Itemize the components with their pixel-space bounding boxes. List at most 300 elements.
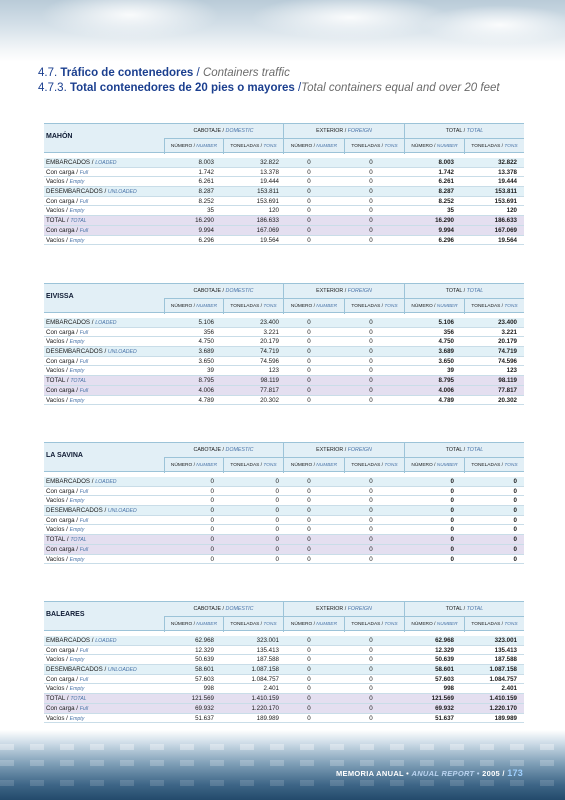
row-label-es: Con carga / [46, 675, 78, 683]
table-cell: 323.001 [494, 637, 517, 644]
table-cell: 8.003 [438, 159, 454, 166]
table-row [44, 636, 524, 646]
column-group-cabotaje-label: CABOTAJE / [193, 288, 225, 294]
table-cell: 13.378 [498, 168, 517, 176]
row-label [46, 347, 137, 357]
table-cell: 19.564 [498, 236, 517, 244]
footer-year: 2005 [482, 769, 501, 778]
table-cell: 0 [369, 545, 373, 553]
table-cell: 5.106 [438, 319, 454, 326]
column-header-toneladas [344, 139, 404, 154]
table-cell: 69.932 [195, 704, 214, 712]
table-cell: 4.006 [198, 386, 214, 394]
table-cell: 50.639 [435, 656, 454, 664]
row-label-es: EMBARCADOS / [46, 319, 94, 326]
table-cell: 6.296 [198, 236, 214, 244]
table-cell: 0 [450, 536, 454, 544]
column-header-toneladas [344, 458, 404, 473]
row-label-es: TOTAL / [46, 536, 69, 544]
column-header-toneladas [223, 139, 283, 154]
table-cell: 8.287 [198, 188, 214, 196]
table-row [44, 376, 524, 386]
row-label [46, 636, 117, 646]
table-cell: 0 [307, 226, 311, 234]
column-header-numero-label: NÚMERO / [411, 463, 436, 468]
table-cell: 5.106 [198, 319, 214, 326]
table-cell: 0 [369, 516, 373, 524]
row-label-es: Vacíos / [46, 396, 68, 404]
table-cell: 0 [307, 545, 311, 553]
row-label [46, 655, 84, 665]
table-cell: 3.689 [198, 348, 214, 356]
table-cell: 0 [369, 338, 373, 346]
row-label-en: Empty [69, 556, 85, 563]
table-cell: 4.006 [438, 386, 454, 394]
table-cell: 0 [369, 328, 373, 336]
column-group-exterior [283, 284, 404, 299]
column-header-numero-label: NÚMERO / [170, 622, 195, 627]
table-cell: 135.413 [256, 646, 279, 654]
table-cell: 0 [513, 507, 517, 515]
table-cell: 23.400 [260, 319, 279, 326]
column-header-numero-label-en: NUMBER [196, 622, 218, 627]
table-cell: 153.691 [256, 197, 279, 205]
table-cell: 189.989 [256, 714, 279, 722]
table-cell: 0 [307, 319, 311, 326]
table-cell: 1.410.159 [489, 695, 517, 703]
row-label-en: TOTAL [70, 537, 87, 544]
column-header-numero-label-en: NUMBER [436, 463, 458, 468]
subsection-subtitle: Total containers equal and over 20 feet [301, 82, 500, 94]
table-cell: 186.633 [256, 217, 279, 225]
column-header-numero-label-en: NUMBER [196, 463, 218, 468]
table-cell: 0 [369, 217, 373, 225]
table-cell: 4.789 [438, 396, 454, 404]
page-footer [336, 768, 523, 778]
table-row [44, 704, 524, 714]
table-cell: 0 [369, 377, 373, 385]
column-header-toneladas-label-en: TONS [384, 144, 398, 149]
row-label [46, 328, 88, 338]
row-label [46, 684, 84, 694]
column-header-toneladas-label-en: TONS [263, 304, 277, 309]
table-cell: 77.817 [498, 386, 517, 394]
column-header-toneladas-label-en: TONS [263, 144, 277, 149]
table-row [44, 506, 524, 516]
table-cell: 0 [369, 386, 373, 394]
table-cell: 0 [513, 516, 517, 524]
table-cell: 51.637 [435, 714, 454, 722]
column-header-toneladas-label: TONELADAS / [351, 463, 384, 468]
table-cell: 187.588 [494, 656, 517, 664]
row-label-en: Full [79, 387, 89, 394]
table-cell: 356 [203, 328, 214, 336]
table-cell: 35 [447, 207, 454, 215]
row-label [46, 516, 88, 526]
column-group-total [404, 443, 524, 458]
column-header-toneladas-label: TONELADAS / [471, 622, 504, 627]
column-header-toneladas-label: TONELADAS / [230, 622, 263, 627]
table-row [44, 197, 524, 207]
column-group-cabotaje [164, 284, 283, 299]
table-header [44, 283, 524, 313]
table-cell: 121.569 [431, 695, 454, 703]
column-group-total [404, 284, 524, 299]
table-cell: 35 [207, 207, 214, 215]
table-row [44, 496, 524, 506]
column-header-toneladas [344, 299, 404, 314]
footer-memoria: MEMORIA ANUAL • [336, 769, 410, 778]
table-row [44, 158, 524, 168]
table-cell: 69.932 [435, 704, 454, 712]
table-row [44, 525, 524, 535]
row-label-en: UNLOADED [107, 508, 137, 515]
row-label [46, 665, 137, 675]
footer-report: ANUAL REPORT • [411, 769, 480, 778]
column-header-numero-label-en: NUMBER [316, 304, 338, 309]
table-cell: 0 [369, 159, 373, 166]
row-label-es: Con carga / [46, 226, 78, 234]
table-cell: 123 [506, 367, 517, 375]
column-header-numero [404, 617, 464, 632]
table-row [44, 684, 524, 694]
table-cell: 0 [275, 545, 279, 553]
table-cell: 0 [275, 487, 279, 495]
table-cell: 98.119 [498, 377, 517, 385]
section-separator: / [196, 67, 200, 79]
row-label [46, 646, 88, 656]
table-row [44, 535, 524, 545]
column-group-exterior [283, 443, 404, 458]
table-cell: 20.302 [260, 396, 279, 404]
row-label-en: Empty [69, 339, 85, 346]
row-label-en: Empty [69, 237, 85, 244]
section-subtitle: Containers traffic [202, 67, 290, 79]
column-group-exterior-label-en: FOREIGN [347, 128, 372, 134]
table-cell: 0 [307, 666, 311, 674]
column-header-toneladas-label: TONELADAS / [230, 304, 263, 309]
table-cell: 6.261 [438, 178, 454, 186]
row-label [46, 704, 88, 714]
table-cell: 0 [369, 637, 373, 644]
table-row [44, 177, 524, 187]
row-label-en: TOTAL [70, 378, 87, 385]
column-group-cabotaje-label: CABOTAJE / [193, 606, 225, 612]
row-label-es: Vacíos / [46, 338, 68, 346]
column-group-total-label-en: TOTAL [466, 128, 484, 134]
port-table [44, 283, 524, 404]
section-number: 4.7. [38, 67, 58, 79]
table-cell: 39 [207, 367, 214, 375]
table-cell: 0 [210, 536, 214, 544]
port-table [44, 442, 524, 563]
table-cell: 1.087.158 [251, 666, 279, 674]
table-cell: 98.119 [260, 377, 279, 385]
table-cell: 2.401 [263, 685, 279, 693]
column-group-cabotaje-label: CABOTAJE / [193, 447, 225, 453]
row-label-es: TOTAL / [46, 377, 69, 385]
table-cell: 1.220.170 [489, 704, 517, 712]
sea-background [0, 730, 565, 800]
row-label-en: UNLOADED [107, 349, 137, 356]
table-row [44, 646, 524, 656]
row-label-es: Vacíos / [46, 367, 68, 375]
table-cell: 50.639 [195, 656, 214, 664]
table-cell: 0 [369, 478, 373, 485]
table-cell: 0 [450, 516, 454, 524]
table-cell: 0 [307, 507, 311, 515]
row-label-en: Full [79, 329, 89, 336]
column-header-numero-label-en: NUMBER [436, 144, 458, 149]
table-body [44, 318, 524, 405]
table-cell: 23.400 [498, 319, 517, 326]
port-name: LA SAVINA [46, 452, 83, 459]
section-heading [38, 67, 290, 79]
port-name: MAHÓN [46, 133, 73, 140]
column-header-toneladas-label: TONELADAS / [351, 144, 384, 149]
table-cell: 0 [210, 507, 214, 515]
table-cell: 0 [307, 396, 311, 404]
table-cell: 8.003 [198, 159, 214, 166]
column-header-numero-label: NÚMERO / [290, 622, 315, 627]
column-header-toneladas [464, 139, 524, 154]
table-header [44, 601, 524, 631]
table-row [44, 477, 524, 487]
column-header-numero [283, 139, 344, 154]
table-cell: 153.691 [494, 197, 517, 205]
row-label-es: Con carga / [46, 516, 78, 524]
row-label-en: LOADED [95, 638, 117, 644]
table-row [44, 236, 524, 246]
table-cell: 0 [307, 377, 311, 385]
table-cell: 19.444 [260, 178, 279, 186]
table-row [44, 545, 524, 555]
table-cell: 0 [275, 507, 279, 515]
table-cell: 0 [450, 555, 454, 563]
row-label-es: Vacíos / [46, 555, 68, 563]
table-cell: 8.795 [198, 377, 214, 385]
table-cell: 0 [450, 507, 454, 515]
port-table [44, 601, 524, 722]
table-row [44, 555, 524, 565]
column-header-numero-label: NÚMERO / [290, 304, 315, 309]
table-cell: 0 [369, 226, 373, 234]
table-cell: 0 [369, 507, 373, 515]
column-header-numero [164, 299, 223, 314]
table-cell: 62.968 [435, 637, 454, 644]
column-header-toneladas-label: TONELADAS / [471, 144, 504, 149]
table-cell: 0 [369, 536, 373, 544]
column-header-numero [283, 617, 344, 632]
table-cell: 0 [210, 555, 214, 563]
table-cell: 0 [369, 319, 373, 326]
column-group-total-label-en: TOTAL [466, 606, 484, 612]
table-cell: 0 [307, 197, 311, 205]
row-label [46, 168, 88, 178]
table-cell: 1.220.170 [251, 704, 279, 712]
table-cell: 1.742 [438, 168, 454, 176]
table-cell: 0 [369, 704, 373, 712]
row-label [46, 236, 84, 246]
table-cell: 74.596 [260, 357, 279, 365]
row-label-es: Vacíos / [46, 685, 68, 693]
row-label-en: Empty [69, 498, 85, 505]
column-header-toneladas [223, 617, 283, 632]
column-group-exterior-label-en: FOREIGN [347, 288, 372, 294]
table-cell: 0 [210, 526, 214, 534]
column-group-total-label: TOTAL / [445, 288, 466, 294]
row-label-es: TOTAL / [46, 695, 69, 703]
row-label [46, 177, 84, 187]
column-group-total-label-en: TOTAL [466, 447, 484, 453]
column-group-cabotaje-label-en: DOMESTIC [225, 128, 254, 134]
column-header-numero-label: NÚMERO / [411, 144, 436, 149]
table-row [44, 347, 524, 357]
wave-line [0, 744, 565, 750]
table-cell: 0 [307, 646, 311, 654]
table-row [44, 187, 524, 197]
table-cell: 0 [307, 497, 311, 505]
row-label-es: Vacíos / [46, 714, 68, 722]
table-cell: 0 [369, 646, 373, 654]
table-cell: 4.750 [198, 338, 214, 346]
table-cell: 0 [369, 236, 373, 244]
column-header-toneladas-label-en: TONS [384, 463, 398, 468]
row-label [46, 535, 87, 545]
column-group-exterior-label-en: FOREIGN [347, 447, 372, 453]
table-cell: 20.179 [260, 338, 279, 346]
table-cell: 123 [268, 367, 279, 375]
row-label [46, 714, 84, 724]
row-label-en: Full [79, 647, 89, 654]
column-header-toneladas [223, 458, 283, 473]
table-cell: 13.378 [260, 168, 279, 176]
table-cell: 0 [307, 178, 311, 186]
table-row [44, 487, 524, 497]
table-cell: 0 [275, 516, 279, 524]
row-label [46, 318, 117, 328]
table-cell: 57.603 [435, 675, 454, 683]
table-cell: 8.252 [438, 197, 454, 205]
table-cell: 0 [275, 478, 279, 485]
table-cell: 0 [369, 714, 373, 722]
column-group-cabotaje-label: CABOTAJE / [193, 128, 225, 134]
table-cell: 0 [210, 478, 214, 485]
table-cell: 9.994 [438, 226, 454, 234]
row-label-en: UNLOADED [107, 189, 137, 196]
row-label-en: Full [79, 169, 89, 176]
table-cell: 167.069 [256, 226, 279, 234]
footer-separator: / [502, 769, 505, 778]
row-label [46, 206, 84, 216]
table-cell: 0 [369, 348, 373, 356]
table-row [44, 396, 524, 406]
row-label-es: Vacíos / [46, 656, 68, 664]
table-cell: 8.287 [438, 188, 454, 196]
column-header-toneladas-label-en: TONS [504, 304, 518, 309]
table-cell: 189.989 [494, 714, 517, 722]
column-header-numero [164, 139, 223, 154]
table-cell: 0 [369, 487, 373, 495]
column-header-toneladas-label-en: TONS [384, 304, 398, 309]
row-label-es: Con carga / [46, 545, 78, 553]
table-row [44, 655, 524, 665]
column-header-numero-label-en: NUMBER [436, 304, 458, 309]
row-label [46, 357, 88, 367]
table-cell: 1.084.757 [489, 675, 517, 683]
table-cell: 0 [369, 695, 373, 703]
row-label-en: LOADED [95, 320, 117, 326]
column-group-exterior-label: EXTERIOR / [316, 606, 347, 612]
row-label-en: Full [79, 227, 89, 234]
table-row [44, 516, 524, 526]
table-cell: 0 [307, 217, 311, 225]
table-cell: 0 [307, 338, 311, 346]
table-cell: 16.290 [435, 217, 454, 225]
row-label [46, 386, 88, 396]
column-header-numero-label-en: NUMBER [196, 304, 218, 309]
row-label-es: EMBARCADOS / [46, 159, 94, 166]
table-row [44, 216, 524, 226]
row-label [46, 545, 88, 555]
table-cell: 0 [369, 168, 373, 176]
column-header-numero [164, 458, 223, 473]
subsection-heading [38, 82, 500, 94]
table-cell: 186.633 [494, 217, 517, 225]
table-cell: 0 [307, 487, 311, 495]
table-cell: 0 [450, 497, 454, 505]
table-cell: 153.811 [494, 188, 517, 196]
column-group-cabotaje [164, 443, 283, 458]
column-header-numero-label: NÚMERO / [170, 304, 195, 309]
table-cell: 0 [513, 555, 517, 563]
table-cell: 0 [210, 497, 214, 505]
table-cell: 0 [369, 207, 373, 215]
row-label-es: DESEMBARCADOS / [46, 666, 107, 674]
row-label-en: Empty [69, 527, 85, 534]
row-label-es: Vacíos / [46, 207, 68, 215]
row-label-es: Con carga / [46, 197, 78, 205]
table-cell: 8.795 [438, 377, 454, 385]
row-label [46, 226, 88, 236]
table-cell: 62.968 [195, 637, 214, 644]
column-group-exterior-label: EXTERIOR / [316, 128, 347, 134]
table-cell: 0 [275, 555, 279, 563]
table-cell: 57.603 [195, 675, 214, 683]
column-group-exterior-label: EXTERIOR / [316, 288, 347, 294]
subsection-title: Total contenedores de 20 pies o mayores [69, 82, 295, 94]
table-cell: 51.637 [195, 714, 214, 722]
row-label-es: TOTAL / [46, 217, 69, 225]
table-cell: 9.994 [198, 226, 214, 234]
table-row [44, 226, 524, 236]
table-cell: 135.413 [494, 646, 517, 654]
table-cell: 12.329 [195, 646, 214, 654]
row-label-en: Full [79, 358, 89, 365]
table-cell: 20.302 [498, 396, 517, 404]
table-cell: 0 [513, 526, 517, 534]
table-row [44, 366, 524, 376]
table-cell: 74.596 [498, 357, 517, 365]
table-cell: 1.087.158 [489, 666, 517, 674]
column-header-numero-label-en: NUMBER [316, 622, 338, 627]
row-label [46, 366, 84, 376]
row-label-es: DESEMBARCADOS / [46, 348, 107, 356]
table-cell: 0 [369, 666, 373, 674]
column-header-toneladas [464, 299, 524, 314]
table-cell: 0 [369, 497, 373, 505]
table-cell: 998 [443, 685, 454, 693]
